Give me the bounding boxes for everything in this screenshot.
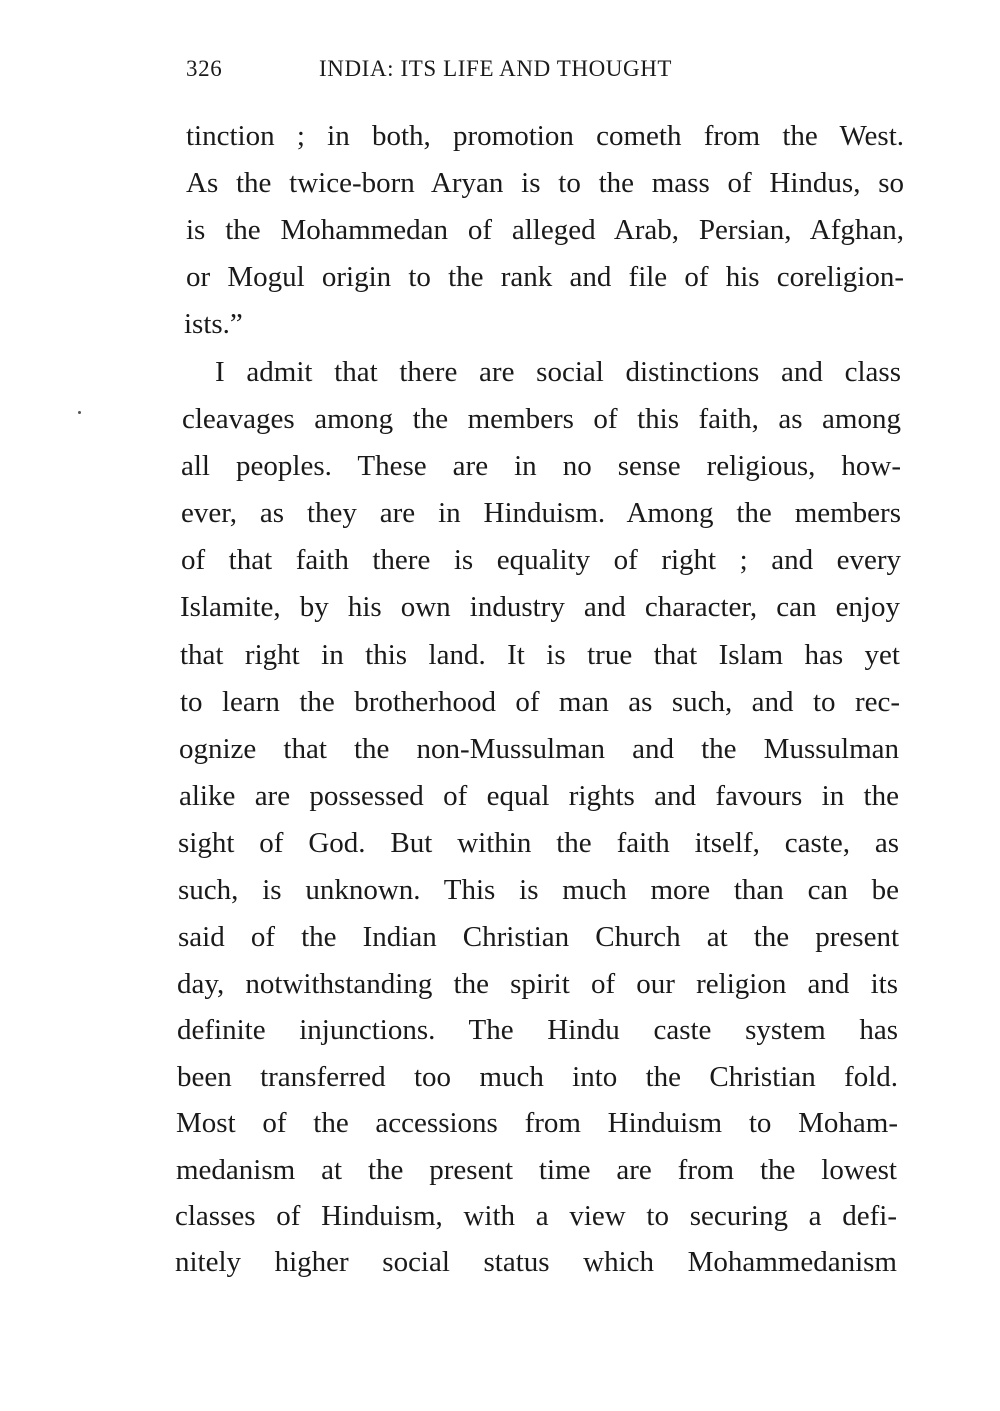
text-line: such, is unknown. This is much more than can be [178, 874, 899, 906]
text-line: is the Mohammedan of alleged Arab, Persian, Afghan, [186, 214, 904, 246]
page-header [186, 56, 906, 88]
text-line: said of the Indian Christian Church at the present [178, 921, 899, 953]
text-line: been transferred too much into the Christian fold. [177, 1061, 898, 1093]
text-line: ever, as they are in Hinduism. Among the members [181, 497, 901, 529]
text-line: sight of God. But within the faith itself, caste, as [178, 827, 899, 859]
text-line: to learn the brotherhood of man as such, and to rec- [180, 686, 900, 718]
text-line: ists.” [184, 308, 243, 340]
text-line: medanism at the present time are from the lowest [176, 1154, 897, 1186]
text-line: Islamite, by his own industry and character, can enjoy [180, 591, 900, 623]
running-title: INDIA: ITS LIFE AND THOUGHT [319, 56, 673, 81]
text-line: definite injunctions. The Hindu caste system has [177, 1014, 898, 1046]
text-line: tinction ; in both, promotion cometh from the West. [186, 120, 904, 152]
text-line: As the twice-born Aryan is to the mass of Hindus, so [186, 167, 904, 199]
text-line: alike are possessed of equal rights and favours in the [179, 780, 899, 812]
text-line: I admit that there are social distinctions and class [215, 356, 901, 388]
text-line: of that faith there is equality of right ; and every [181, 544, 901, 576]
text-line: cleavages among the members of this faith, as among [182, 403, 901, 435]
text-line: classes of Hinduism, with a view to securing a defi- [175, 1200, 897, 1232]
text-line: ognize that the non-Mussulman and the Mussulman [179, 733, 899, 765]
text-line: all peoples. These are in no sense religious, how- [181, 450, 901, 482]
text-line: day, notwithstanding the spirit of our religion and its [177, 968, 898, 1000]
text-line: Most of the accessions from Hinduism to Moham- [176, 1107, 898, 1139]
text-line: or Mogul origin to the rank and file of his coreligion- [186, 261, 904, 293]
text-line: that right in this land. It is true that Islam has yet [180, 639, 900, 671]
print-speck [78, 411, 81, 414]
text-line: nitely higher social status which Mohammedanism [175, 1246, 897, 1278]
page-number: 326 [186, 56, 223, 81]
